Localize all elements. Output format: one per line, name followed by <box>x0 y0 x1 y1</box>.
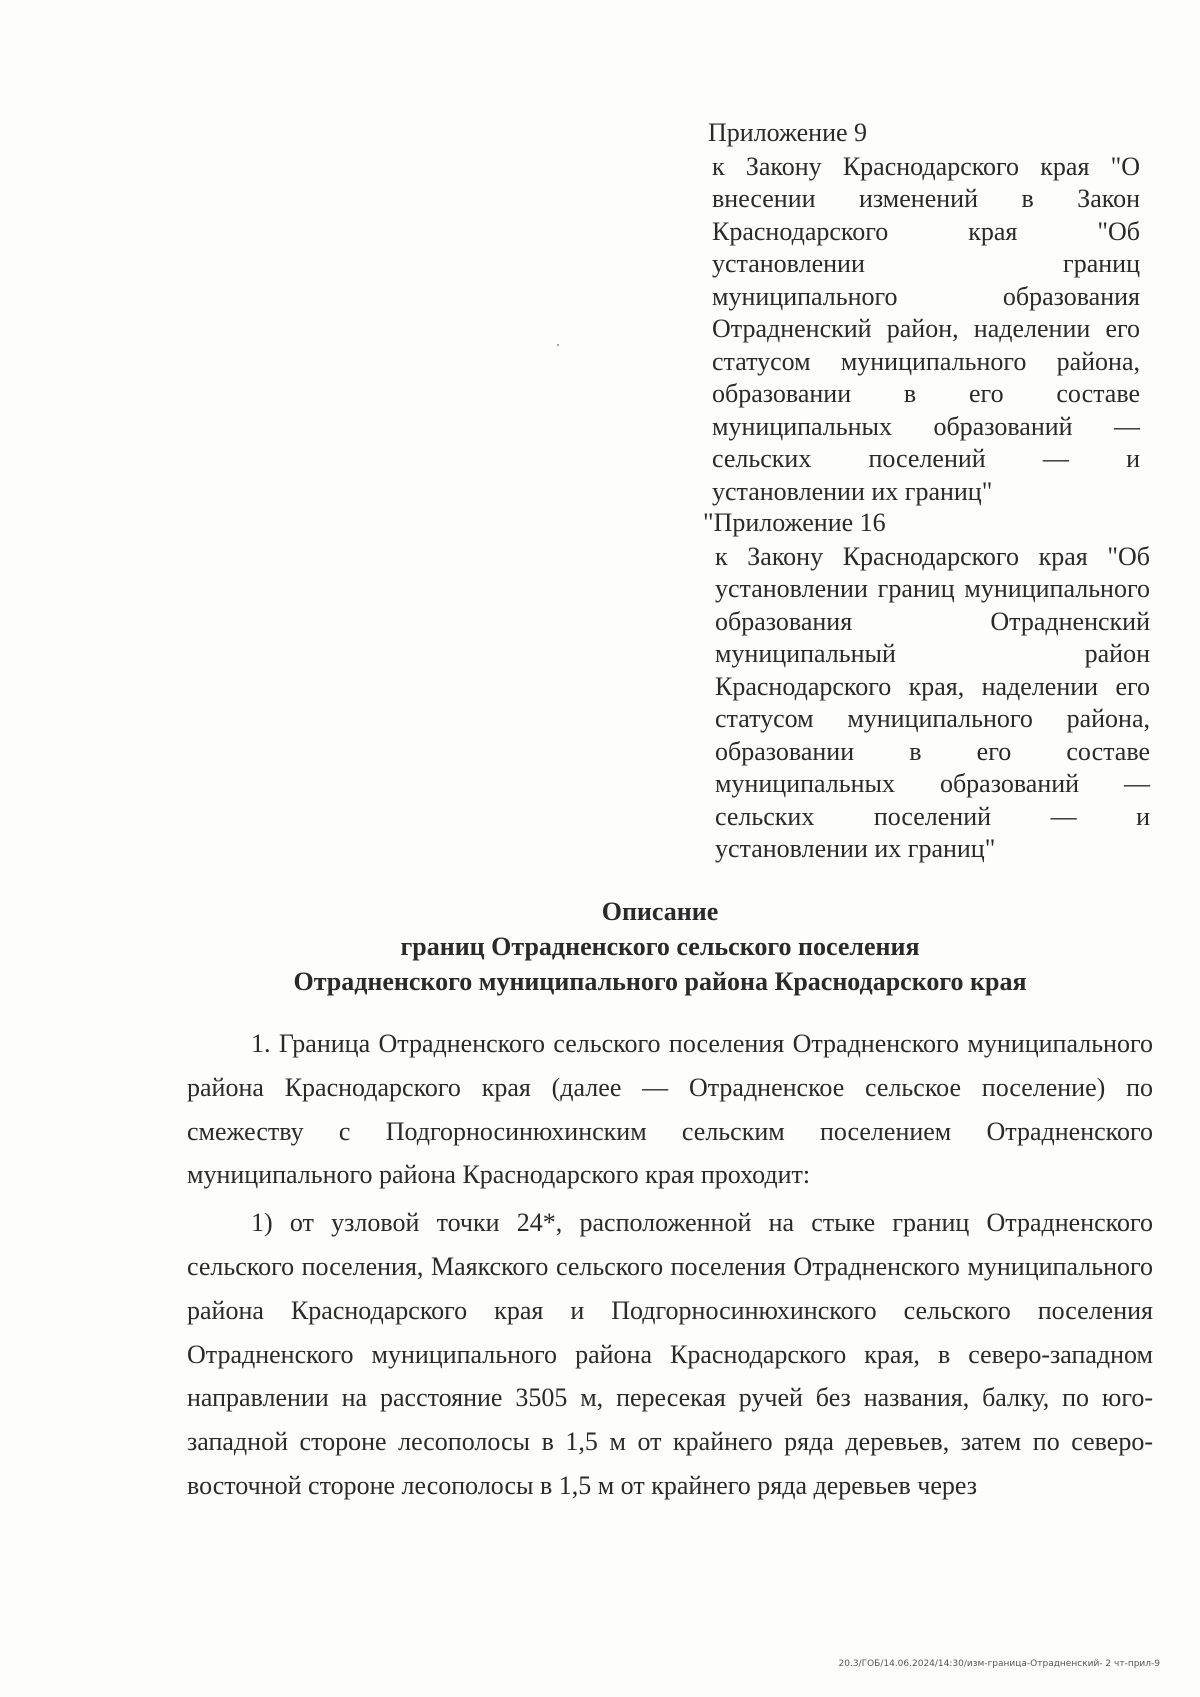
annex-16-text: к Закону Краснодарского края "Об установлении границ муниципального образования Отрадненский муниципальный район Краснодарского края, наделении его статусом муниципального района, образовании в его составе муниципальных образований — сельских поселений — и установлении их границ" <box>715 541 1150 863</box>
footer-stamp: 20.3/ГОБ/14.06.2024/14:30/изм-граница-Отрадненский- 2 чт-прил-9 <box>838 1659 1160 1669</box>
scan-speck <box>557 344 559 346</box>
document-title <box>180 894 1140 999</box>
title-line-1: Описание <box>601 897 719 926</box>
annex-16-heading: "Приложение 16 <box>703 508 886 537</box>
document-body <box>187 1022 1153 1508</box>
annex-9-header <box>708 117 1140 508</box>
body-paragraph-2: 1) от узловой точки 24*, расположенной на стыке границ Отрадненского сельского поселения, Маякского сельского поселения Отрадненского муниципального района Краснодарского края и Подгорносинюхинского сельского поселения Отрадненского муниципального района Краснодарского края, в северо-западном направлении на расстояние 3505 м, пересекая ручей без названия, балку, по юго-западной стороне лесополосы в 1,5 м от крайнего ряда деревьев, затем по северо-восточной стороне лесополосы в 1,5 м от крайнего ряда деревьев через <box>187 1208 1153 1500</box>
annex-16-header <box>703 507 1150 866</box>
title-line-3: Отрадненского муниципального района Краснодарского края <box>293 967 1027 996</box>
title-line-2: границ Отрадненского сельского поселения <box>400 932 920 961</box>
annex-9-heading: Приложение 9 <box>708 118 868 147</box>
annex-9-text: к Закону Краснодарского края "О внесении изменений в Закон Краснодарского края "Об установлении границ муниципального образования Отрадненский район, наделении его статусом муниципального района, образовании в его составе муниципальных образований — сельских поселений — и установлении их границ" <box>712 151 1140 506</box>
body-paragraph-1: 1. Граница Отрадненского сельского поселения Отрадненского муниципального района Краснодарского края (далее — Отрадненское сельское поселение) по смежеству с Подгорносинюхинским сельским поселением Отрадненского муниципального района Краснодарского края проходит: <box>187 1029 1153 1190</box>
